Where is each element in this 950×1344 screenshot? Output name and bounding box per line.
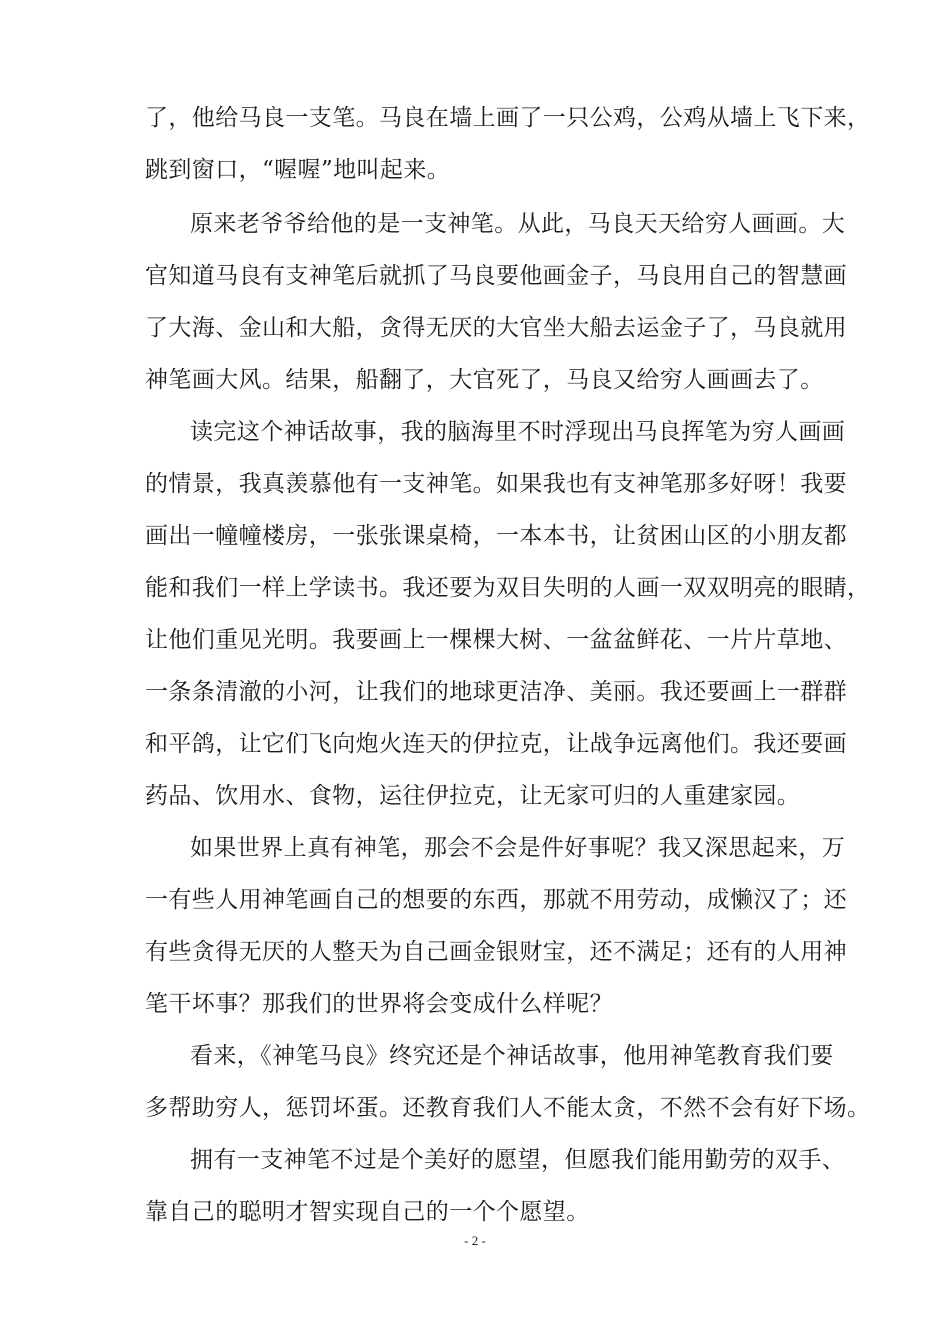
text-line: 官知道马良有支神笔后就抓了马良要他画金子，马良用自己的智慧画 [145, 263, 847, 289]
text-line: 让他们重见光明。我要画上一棵棵大树、一盆盆鲜花、一片片草地、 [145, 627, 847, 653]
text-line: 的情景，我真羡慕他有一支神笔。如果我也有支神笔那多好呀！我要 [145, 471, 847, 497]
text-line: 跳到窗口，“喔喔”地叫起来。 [145, 157, 451, 183]
text-line: 笔干坏事？那我们的世界将会变成什么样呢？ [145, 991, 613, 1017]
paragraph-first-line: 看来，《神笔马良》终究还是个神话故事，他用神笔教育我们要 [190, 1043, 834, 1069]
text-line: 一有些人用神笔画自己的想要的东西，那就不用劳动，成懒汉了；还 [145, 887, 847, 913]
paragraph-first-line: 如果世界上真有神笔，那会不会是件好事呢？我又深思起来，万 [190, 835, 846, 861]
text-line: 画出一幢幢楼房，一张张课桌椅，一本本书，让贫困山区的小朋友都 [145, 523, 847, 549]
text-line: 药品、饮用水、食物，运往伊拉克，让无家可归的人重建家园。 [145, 783, 801, 809]
text-line: 了，他给马良一支笔。马良在墙上画了一只公鸡，公鸡从墙上飞下来， [145, 105, 871, 131]
text-line: 靠自己的聪明才智实现自己的一个个愿望。 [145, 1199, 590, 1225]
text-line: 有些贪得无厌的人整天为自己画金银财宝，还不满足；还有的人用神 [145, 939, 847, 965]
text-line: 了大海、金山和大船，贪得无厌的大官坐大船去运金子了，马良就用 [145, 315, 847, 341]
page-number: - 2 - [464, 1233, 486, 1248]
text-line: 和平鸽，让它们飞向炮火连天的伊拉克，让战争远离他们。我还要画 [145, 731, 847, 757]
text-line: 一条条清澈的小河，让我们的地球更洁净、美丽。我还要画上一群群 [145, 679, 847, 705]
paragraph-first-line: 原来老爷爷给他的是一支神笔。从此，马良天天给穷人画画。大 [190, 211, 846, 237]
paragraph-first-line: 读完这个神话故事，我的脑海里不时浮现出马良挥笔为穷人画画 [190, 419, 846, 445]
text-line: 能和我们一样上学读书。我还要为双目失明的人画一双双明亮的眼睛， [145, 575, 871, 601]
paragraph-first-line: 拥有一支神笔不过是个美好的愿望，但愿我们能用勤劳的双手、 [190, 1147, 846, 1173]
text-line: 多帮助穷人，惩罚坏蛋。还教育我们人不能太贪，不然不会有好下场。 [145, 1095, 871, 1121]
text-line: 神笔画大风。结果，船翻了，大官死了，马良又给穷人画画去了。 [145, 367, 824, 393]
